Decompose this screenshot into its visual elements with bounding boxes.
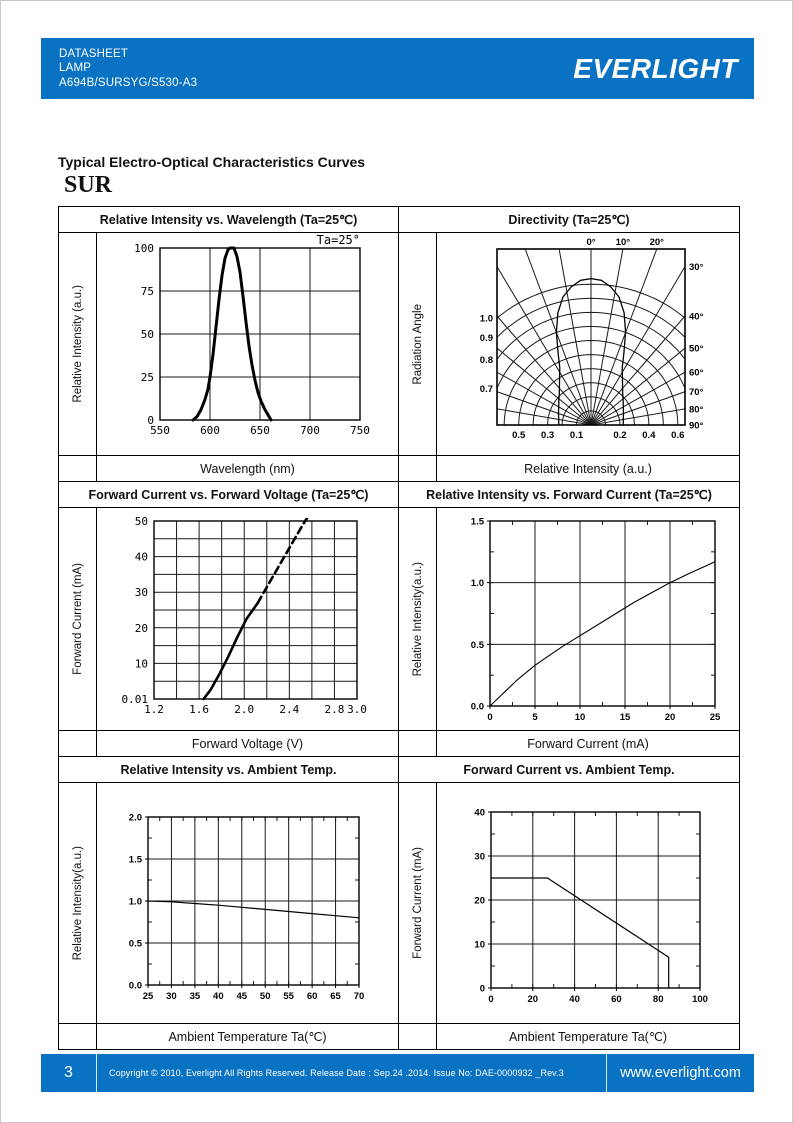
svg-text:20: 20 <box>134 621 148 635</box>
svg-text:700: 700 <box>300 424 320 437</box>
svg-text:0°: 0° <box>586 237 596 248</box>
svg-text:0.1: 0.1 <box>569 430 584 441</box>
svg-text:50: 50 <box>259 991 271 1002</box>
svg-text:50: 50 <box>140 327 154 341</box>
svg-text:25: 25 <box>140 370 154 384</box>
svg-text:2.0: 2.0 <box>234 703 255 716</box>
panel-title-if-temp: Forward Current vs. Ambient Temp. <box>399 757 739 782</box>
chart-cell-intensity-temp <box>97 783 398 1023</box>
if-vf-chart <box>97 508 398 730</box>
spacer-cell <box>399 1024 436 1049</box>
svg-text:20: 20 <box>474 895 485 907</box>
header-bar <box>41 38 754 99</box>
y-axis-label-intensity-temp: Relative Intensity(a.u.) <box>59 783 96 1023</box>
svg-text:0.5: 0.5 <box>512 430 526 441</box>
datasheet-type-label: DATASHEET <box>59 47 129 60</box>
svg-text:750: 750 <box>350 424 370 437</box>
svg-text:1.0: 1.0 <box>470 578 484 590</box>
panel-title-if-vf: Forward Current vs. Forward Voltage (Ta=25℃) <box>59 482 398 507</box>
svg-text:1.5: 1.5 <box>470 516 484 528</box>
x-axis-label-intensity-temp: Ambient Temperature Ta(℃) <box>97 1024 398 1049</box>
product-family-label: LAMP <box>59 62 92 75</box>
svg-text:2.8: 2.8 <box>324 703 345 716</box>
panel-title-intensity-temp: Relative Intensity vs. Ambient Temp. <box>59 757 398 782</box>
chart-cell-intensity-if <box>437 508 739 730</box>
svg-text:40: 40 <box>569 994 580 1005</box>
svg-text:20: 20 <box>527 994 539 1005</box>
svg-text:0.9: 0.9 <box>479 332 493 344</box>
svg-text:10: 10 <box>474 939 485 951</box>
svg-text:1.0: 1.0 <box>128 896 142 908</box>
part-number-label: A694B/SURSYG/S530-A3 <box>59 76 198 89</box>
svg-text:0.5: 0.5 <box>128 938 142 950</box>
spacer-cell <box>399 731 436 756</box>
svg-text:0.6: 0.6 <box>671 430 685 441</box>
svg-text:100: 100 <box>134 241 154 255</box>
svg-text:10: 10 <box>134 657 148 671</box>
chart-cell-directivity <box>437 233 739 455</box>
svg-text:50°: 50° <box>689 343 704 355</box>
svg-text:20: 20 <box>664 712 676 723</box>
x-axis-label-directivity: Relative Intensity (a.u.) <box>437 456 739 481</box>
svg-text:650: 650 <box>250 424 270 437</box>
chart-cell-if-temp <box>437 783 739 1023</box>
svg-text:40°: 40° <box>689 311 704 323</box>
y-axis-label-wavelength: Relative Intensity (a.u.) <box>59 233 96 455</box>
header-text-block <box>41 47 197 91</box>
svg-text:30: 30 <box>166 991 177 1002</box>
chart-cell-wavelength <box>97 233 398 455</box>
panel-title-intensity-if: Relative Intensity vs. Forward Current (Ta=25℃) <box>399 482 739 507</box>
x-axis-label-if-vf: Forward Voltage (V) <box>97 731 398 756</box>
svg-text:0.3: 0.3 <box>541 430 555 441</box>
svg-text:20°: 20° <box>649 237 664 248</box>
svg-text:0: 0 <box>487 712 493 723</box>
wavelength-chart <box>97 233 398 455</box>
page-number: 3 <box>64 1064 73 1081</box>
svg-text:1.0: 1.0 <box>479 313 493 325</box>
svg-text:75: 75 <box>140 284 154 298</box>
svg-text:15: 15 <box>619 712 631 723</box>
svg-text:1.6: 1.6 <box>189 703 210 716</box>
svg-text:0: 0 <box>488 994 494 1005</box>
svg-text:0: 0 <box>147 413 154 427</box>
svg-text:40: 40 <box>134 550 148 564</box>
y-axis-label-directivity: Radiation Angle <box>399 233 436 455</box>
y-axis-label-intensity-if: Relative Intensity(a.u.) <box>399 508 436 730</box>
intensity-if-chart <box>437 508 739 730</box>
svg-text:0.0: 0.0 <box>470 701 484 713</box>
svg-text:2.0: 2.0 <box>128 812 142 824</box>
y-axis-label-if-vf: Forward Current (mA) <box>59 508 96 730</box>
svg-text:1.5: 1.5 <box>128 854 142 866</box>
svg-text:40: 40 <box>474 807 485 819</box>
svg-text:0: 0 <box>479 983 485 995</box>
website-url: www.everlight.com <box>620 1065 741 1081</box>
svg-text:0.5: 0.5 <box>470 639 484 651</box>
svg-text:10: 10 <box>574 712 586 723</box>
svg-text:40: 40 <box>213 991 224 1002</box>
spacer-cell <box>59 1024 96 1049</box>
svg-text:70°: 70° <box>689 387 704 399</box>
svg-text:2.4: 2.4 <box>279 703 300 716</box>
svg-text:Ta=25°: Ta=25° <box>316 233 360 247</box>
svg-text:65: 65 <box>330 991 341 1002</box>
spacer-cell <box>399 456 436 481</box>
panel-title-wavelength: Relative Intensity vs. Wavelength (Ta=25℃) <box>59 207 398 232</box>
characteristics-table <box>58 206 740 1050</box>
chart-cell-if-vf <box>97 508 398 730</box>
svg-text:0.2: 0.2 <box>613 430 627 441</box>
spacer-cell <box>59 731 96 756</box>
svg-text:50: 50 <box>134 514 148 528</box>
svg-text:1.2: 1.2 <box>144 703 164 716</box>
svg-text:550: 550 <box>150 424 170 437</box>
everlight-logo: EVERLIGHT <box>573 52 738 84</box>
if-temp-chart <box>437 783 739 1023</box>
panel-title-directivity: Directivity (Ta=25℃) <box>399 207 739 232</box>
svg-text:0.8: 0.8 <box>479 354 493 366</box>
svg-text:70: 70 <box>353 991 365 1002</box>
x-axis-label-if-temp: Ambient Temperature Ta(℃) <box>437 1024 739 1049</box>
svg-text:10°: 10° <box>615 237 631 248</box>
svg-text:80°: 80° <box>689 404 704 416</box>
svg-text:0.01: 0.01 <box>121 692 148 706</box>
directivity-chart <box>437 233 739 455</box>
svg-text:60: 60 <box>306 991 318 1002</box>
svg-text:25: 25 <box>709 712 721 723</box>
svg-text:0.4: 0.4 <box>642 430 656 441</box>
spacer-cell <box>59 456 96 481</box>
svg-text:90°: 90° <box>689 420 704 432</box>
series-label: SUR <box>64 172 113 198</box>
x-axis-label-intensity-if: Forward Current (mA) <box>437 731 739 756</box>
x-axis-label-wavelength: Wavelength (nm) <box>97 456 398 481</box>
svg-text:35: 35 <box>189 991 201 1002</box>
svg-text:60°: 60° <box>689 367 704 379</box>
svg-text:80: 80 <box>652 994 664 1005</box>
svg-text:3.0: 3.0 <box>347 703 367 716</box>
svg-text:5: 5 <box>532 712 538 723</box>
svg-text:0.0: 0.0 <box>128 980 142 992</box>
svg-text:30: 30 <box>474 851 485 863</box>
footer-bar <box>41 1054 754 1092</box>
svg-text:25: 25 <box>142 991 154 1002</box>
page-title: Typical Electro-Optical Characteristics Curves <box>58 154 366 170</box>
intensity-temp-chart <box>97 783 398 1023</box>
svg-text:600: 600 <box>200 424 220 437</box>
svg-text:55: 55 <box>283 991 294 1002</box>
svg-text:100: 100 <box>692 994 708 1005</box>
svg-text:45: 45 <box>236 991 248 1002</box>
copyright-text: Copyright © 2010, Everlight All Rights Reserved. Release Date : Sep.24 .2014. Issue No: DAE-0000932 _Rev.3 <box>109 1068 564 1078</box>
svg-text:30°: 30° <box>689 261 704 273</box>
svg-text:60: 60 <box>611 994 622 1005</box>
svg-text:30: 30 <box>134 586 148 600</box>
y-axis-label-if-temp: Forward Current (mA) <box>399 783 436 1023</box>
svg-text:0.7: 0.7 <box>479 383 493 395</box>
